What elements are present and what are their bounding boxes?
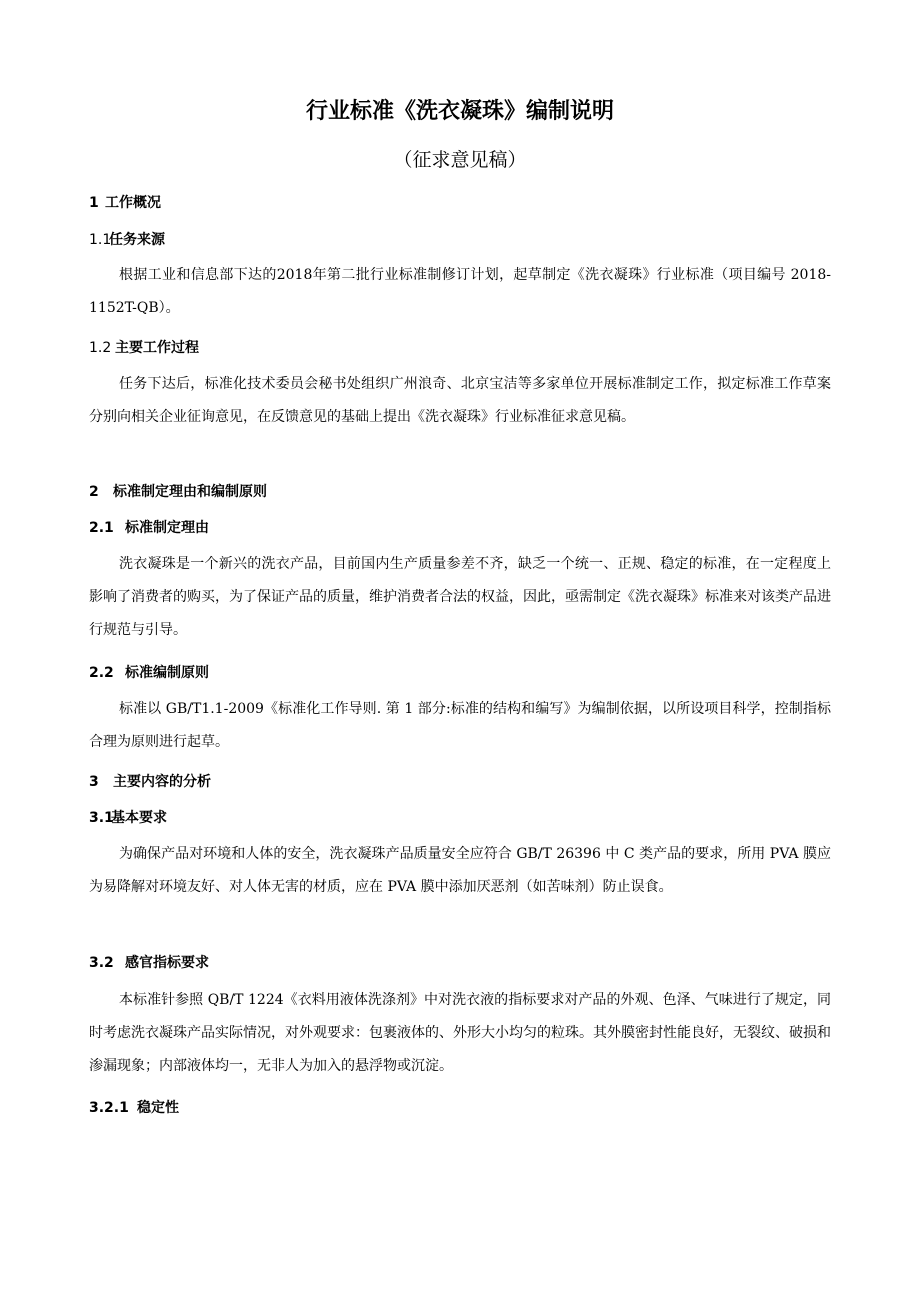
paragraph-principles: 标准以 GB/T1.1-2009《标准化工作导则. 第 1 部分:标准的结构和编写》为编制依据，以所设项目科学，控制指标合理为原则进行起草。 — [89, 701, 831, 750]
section-title: 标准制定理由 — [125, 520, 209, 536]
section-number: 3.2 — [89, 955, 114, 971]
section-heading-1 — [89, 193, 161, 213]
section-number: 2.2 — [89, 665, 114, 681]
section-title: 标准编制原则 — [125, 665, 209, 681]
section-number: 1 — [89, 195, 99, 211]
section-heading-3 — [89, 772, 211, 792]
paragraph-basic-requirements: 为确保产品对环境和人体的安全，洗衣凝珠产品质量安全应符合 GB/T 26396 中 C 类产品的要求，所用 PVA 膜应为易降解对环境友好、对人体无害的材质，应在 PVA 膜中添加厌恶剂（如苦味剂）防止误食。 — [89, 846, 831, 895]
paragraph-work-process: 任务下达后，标准化技术委员会秘书处组织广州浪奇、北京宝洁等多家单位开展标准制定工作，拟定标准工作草案分别向相关企业征询意见，在反馈意见的基础上提出《洗衣凝珠》行业标准征求意见稿。 — [89, 376, 831, 425]
section-heading-3-1 — [89, 808, 167, 828]
section-heading-1-2 — [89, 338, 199, 358]
section-heading-2-2 — [89, 663, 209, 683]
section-title: 工作概况 — [105, 195, 161, 211]
section-heading-2-1 — [89, 518, 209, 538]
section-heading-2 — [89, 482, 267, 502]
section-title: 主要工作过程 — [115, 340, 199, 356]
paragraph-task-source: 根据工业和信息部下达的2018年第二批行业标准制修订计划，起草制定《洗衣凝珠》行业标准（项目编号 2018-1152T-QB）。 — [89, 267, 831, 316]
section-number: 1.2 — [89, 340, 112, 356]
section-number: 3.1 — [89, 810, 114, 826]
section-title: 稳定性 — [137, 1100, 179, 1116]
section-number: 3 — [89, 774, 99, 790]
section-title: 任务来源 — [109, 232, 165, 248]
section-title: 基本要求 — [111, 810, 167, 826]
section-number: 1.1 — [89, 232, 112, 248]
section-heading-3-2-1 — [89, 1098, 179, 1118]
section-heading-1-1 — [89, 230, 165, 250]
section-title: 感官指标要求 — [125, 955, 209, 971]
paragraph-sensory-requirements: 本标准针参照 QB/T 1224《衣料用液体洗涤剂》中对洗衣液的指标要求对产品的外观、色泽、气味进行了规定，同时考虑洗衣凝珠产品实际情况，对外观要求：包裹液体的、外形大小均匀的粒珠。其外膜密封性能良好，无裂纹、破损和渗漏现象；内部液体均一，无非人为加入的悬浮物或沉淀。 — [89, 992, 831, 1074]
section-number: 2 — [89, 484, 99, 500]
section-number: 2.1 — [89, 520, 114, 536]
section-title: 主要内容的分析 — [113, 774, 211, 790]
section-title: 标准制定理由和编制原则 — [113, 484, 267, 500]
section-number: 3.2.1 — [89, 1100, 129, 1116]
document-title: 行业标准《洗衣凝珠》编制说明 — [305, 99, 614, 124]
paragraph-rationale: 洗衣凝珠是一个新兴的洗衣产品，目前国内生产质量参差不齐，缺乏一个统一、正规、稳定的标准，在一定程度上影响了消费者的购买，为了保证产品的质量，维护消费者合法的权益，因此，亟需制定《洗衣凝珠》标准来对该类产品进行规范与引导。 — [89, 556, 831, 638]
document-subtitle: （征求意见稿） — [393, 149, 527, 171]
section-heading-3-2 — [89, 953, 209, 973]
